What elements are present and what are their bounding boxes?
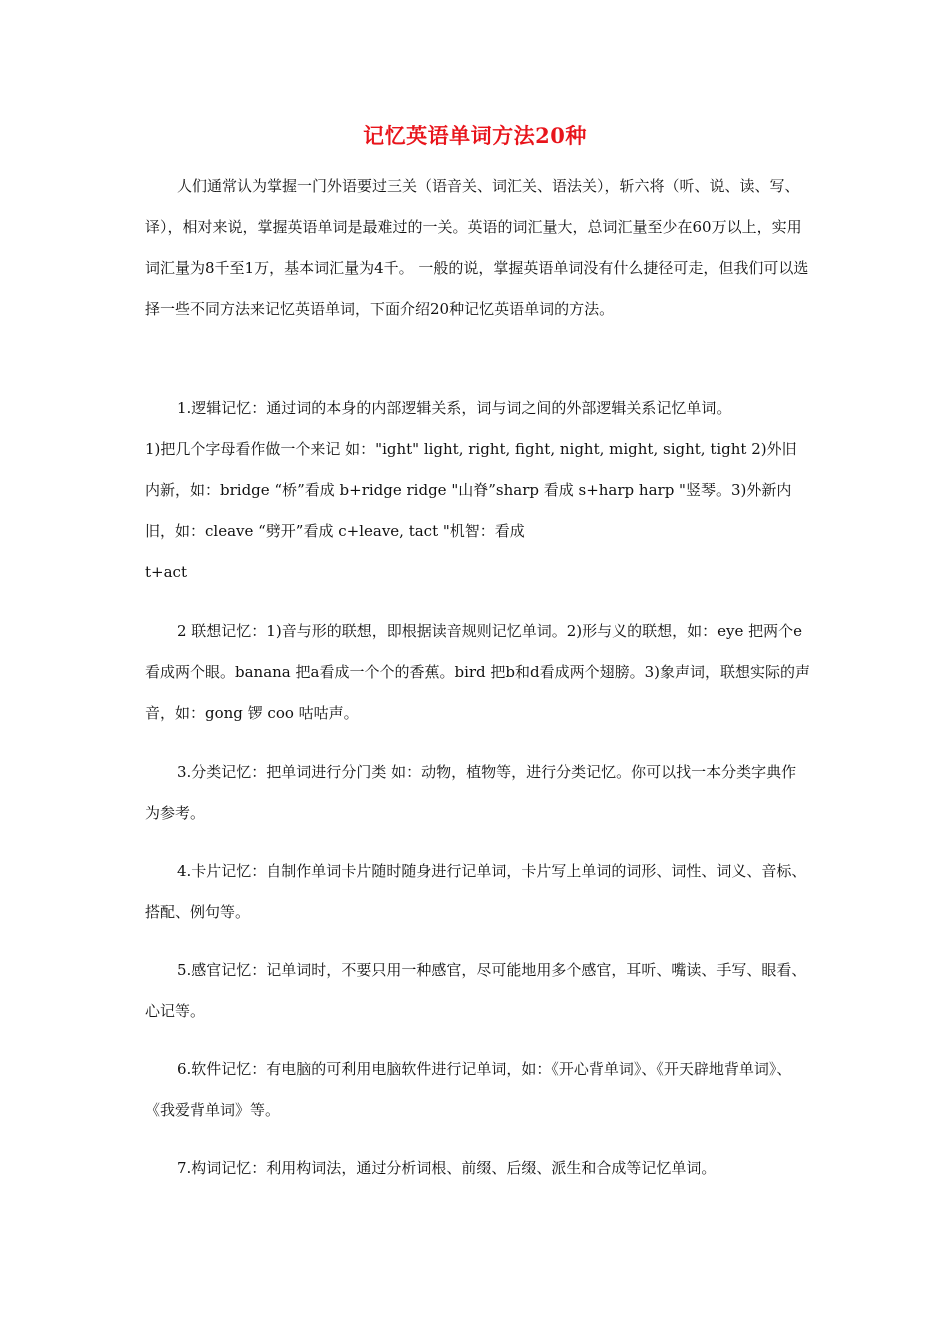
method-6-paragraph: 6.软件记忆：有电脑的可利用电脑软件进行记单词，如：《开心背单词》、《开天辟地背单词》、《我爱背单词》等。 [145,1060,792,1119]
method-1-heading: 1.逻辑记忆：通过词的本身的内部逻辑关系，词与词之间的外部逻辑关系记忆单词。 [177,399,732,417]
method-1-examples: 1)把几个字母看作做一个来记 如："ight" light, right, fight, night, might, sight, tight 2)外旧内新，如：bridge “桥”看成 b+ridge ridge "山脊”sharp 看成 s+harp harp "竖琴。3)外新内旧，如：cleave “劈开”看成 c+leave, tact "机智：看成 [145,440,797,540]
method-1-tail: t+act [145,563,187,581]
method-7-paragraph: 7.构词记忆：利用构词法，通过分析词根、前缀、后缀、派生和合成等记忆单词。 [177,1159,717,1177]
document-title: 记忆英语单词方法20种 [363,123,587,148]
method-2-paragraph: 2 联想记忆：1)音与形的联想，即根据读音规则记忆单词。2)形与义的联想，如：eye 把两个e看成两个眼。banana 把a看成一个个的香蕉。bird 把b和d看成两个翅膀。3)象声词，联想实际的声音，如：gong 锣 coo 咕咕声。 [145,622,811,722]
intro-paragraph: 人们通常认为掌握一门外语要过三关（语音关、词汇关、语法关），斩六将（听、说、读、写、译），相对来说，掌握英语单词是最难过的一关。英语的词汇量大，总词汇量至少在60万以上，实用词汇量为8千至1万，基本词汇量为4千。 一般的说，掌握英语单词没有什么捷径可走，但我们可以选择一些不同方法来记忆英语单词，下面介绍20种记忆英语单词的方法。 [145,177,809,318]
method-3-paragraph: 3.分类记忆：把单词进行分门类 如：动物，植物等，进行分类记忆。你可以找一本分类字典作为参考。 [145,763,797,822]
method-5-paragraph: 5.感官记忆：记单词时，不要只用一种感官，尽可能地用多个感官，耳听、嘴读、手写、眼看、心记等。 [145,961,807,1020]
method-4-paragraph: 4.卡片记忆：自制作单词卡片随时随身进行记单词，卡片写上单词的词形、词性、词义、音标、搭配、例句等。 [145,862,807,921]
